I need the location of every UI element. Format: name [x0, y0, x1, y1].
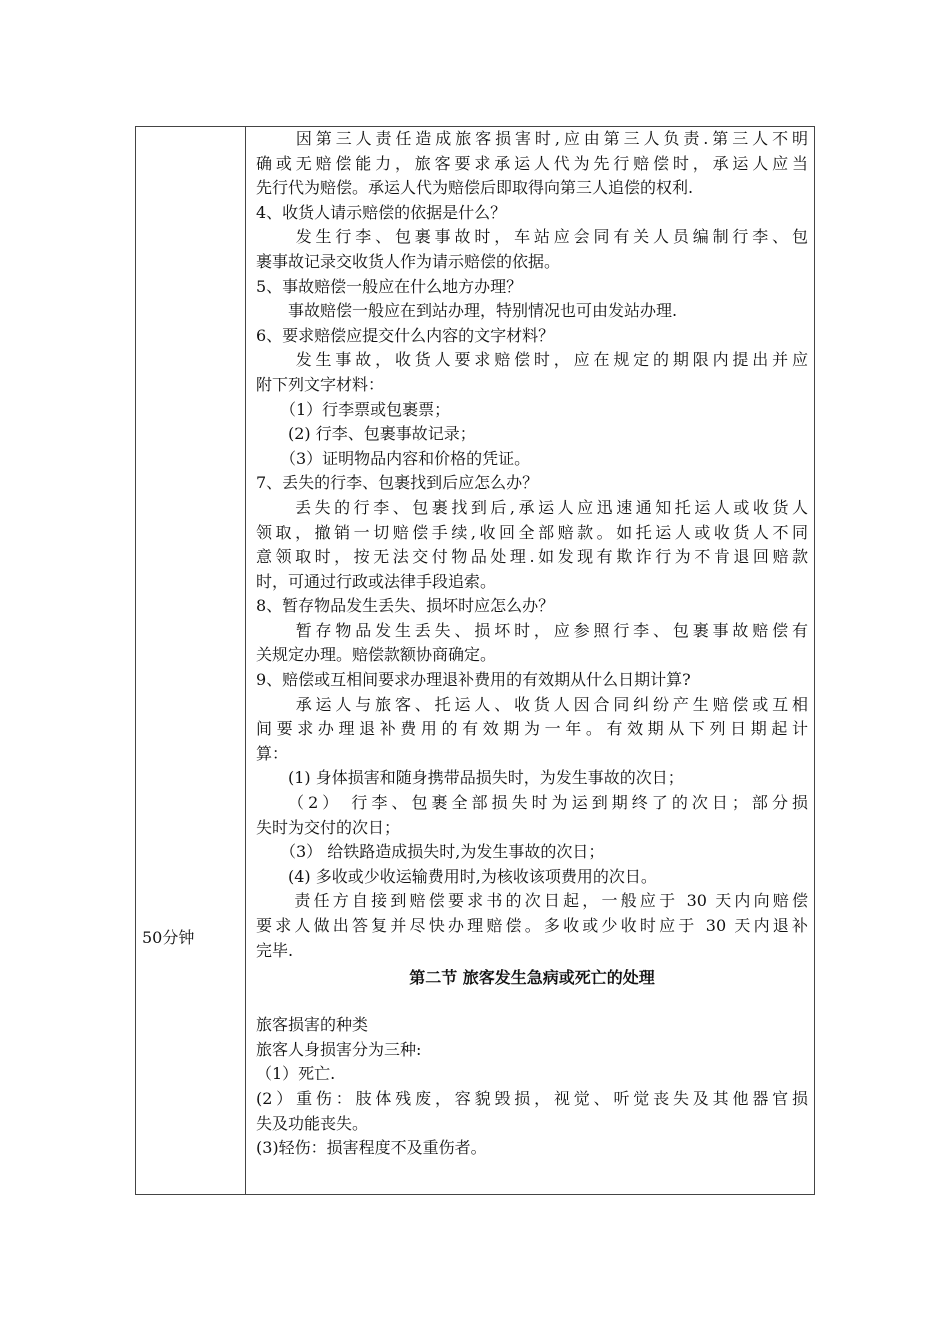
text-line: 算：: [256, 743, 289, 763]
text-line: 附下列文字材料：: [256, 374, 385, 394]
text-line: 失时为交付的次日；: [256, 817, 401, 837]
text-line: 8、暂存物品发生丢失、损坏时应怎么办？: [256, 596, 555, 616]
text-line: (3)轻伤：损害程度不及重伤者。: [256, 1138, 487, 1158]
text-line: （1）死亡.: [256, 1064, 336, 1084]
text-line: 暂存物品发生丢失、损坏时，应参照行李、包裹事故赔偿有: [256, 620, 808, 640]
text-line: (2）重伤：肢体残废，容貌毁损，视觉、听觉丧失及其他器官损: [256, 1088, 808, 1108]
text-line: 关规定办理。赔偿款额协商确定。: [256, 645, 497, 665]
text-line: (1) 身体损害和随身携带品损失时，为发生事故的次日；: [256, 768, 684, 788]
text-line: 失及功能丧失。: [256, 1113, 369, 1133]
text-line: (2) 行李、包裹事故记录；: [256, 424, 476, 444]
time-label: 50分钟: [142, 928, 195, 947]
text-line: （1）行李票或包裹票；: [256, 399, 451, 419]
text-line: （2） 行李、包裹全部损失时为运到期终了的次日；部分损: [256, 793, 808, 813]
time-cell: [136, 127, 246, 1194]
text-line: 时，可通过行政或法律手段追索。: [256, 571, 497, 591]
text-line: 发生事故，收货人要求赔偿时，应在规定的期限内提出并应: [256, 350, 808, 370]
text-line: 旅客人身损害分为三种:: [256, 1039, 422, 1059]
text-line: 要求人做出答复并尽快办理赔偿。多收或少收时应于 30 天内退补: [256, 916, 808, 935]
text-line: 旅客损害的种类: [256, 1015, 369, 1035]
text-line: （3）证明物品内容和价格的凭证。: [256, 448, 531, 468]
text-line: 领取，撤销一切赔偿手续,收回全部赔款。如托运人或收货人不同: [256, 522, 808, 542]
blank-line: [256, 991, 808, 1013]
text-line: 发生行李、包裹事故时，车站应会同有关人员编制行李、包: [256, 227, 808, 247]
text-line: 完毕.: [256, 940, 294, 960]
text-line: 确或无赔偿能力，旅客要求承运人代为先行赔偿时，承运人应当: [256, 153, 808, 173]
section-heading: 第二节 旅客发生急病或死亡的处理: [409, 968, 655, 988]
text-line: 7、丢失的行李、包裹找到后应怎么办？: [256, 473, 539, 493]
text-line: 事故赔偿一般应在到站办理，特别情况也可由发站办理.: [256, 301, 678, 321]
document-table: [135, 126, 815, 1195]
text-line: 先行代为赔偿。承运人代为赔偿后即取得向第三人追偿的权利.: [256, 178, 694, 198]
body-text-2: [256, 1013, 808, 1161]
text-line: 5、事故赔偿一般应在什么地方办理？: [256, 276, 523, 296]
text-line: 9、赔偿或互相间要求办理退补费用的有效期从什么日期计算?: [256, 670, 691, 690]
content-cell: [246, 127, 814, 1194]
text-line: 意领取时，按无法交付物品处理.如发现有欺诈行为不肯退回赔款: [256, 547, 808, 567]
text-line: (4) 多收或少收运输费用时,为核收该项费用的次日。: [256, 866, 657, 886]
text-line: 裹事故记录交收货人作为请示赔偿的依据。: [256, 251, 561, 271]
text-line: 丢失的行李、包裹找到后,承运人应迅速通知托运人或收货人: [256, 497, 808, 517]
text-line: 6、要求赔偿应提交什么内容的文字材料？: [256, 325, 555, 345]
text-line: 责任方自接到赔偿要求书的次日起，一般应于 30 天内向赔偿: [256, 891, 808, 911]
text-line: 承运人与旅客、托运人、收货人因合同纠纷产生赔偿或互相: [256, 694, 808, 714]
text-line: 因第三人责任造成旅客损害时,应由第三人负责.第三人不明: [256, 129, 808, 148]
text-line: （3） 给铁路造成损失时,为发生事故的次日；: [256, 842, 605, 862]
body-text: [256, 127, 808, 963]
text-line: 间要求办理退补费用的有效期为一年。有效期从下列日期起计: [256, 719, 808, 739]
text-line: 4、收货人请示赔偿的依据是什么？: [256, 202, 507, 222]
